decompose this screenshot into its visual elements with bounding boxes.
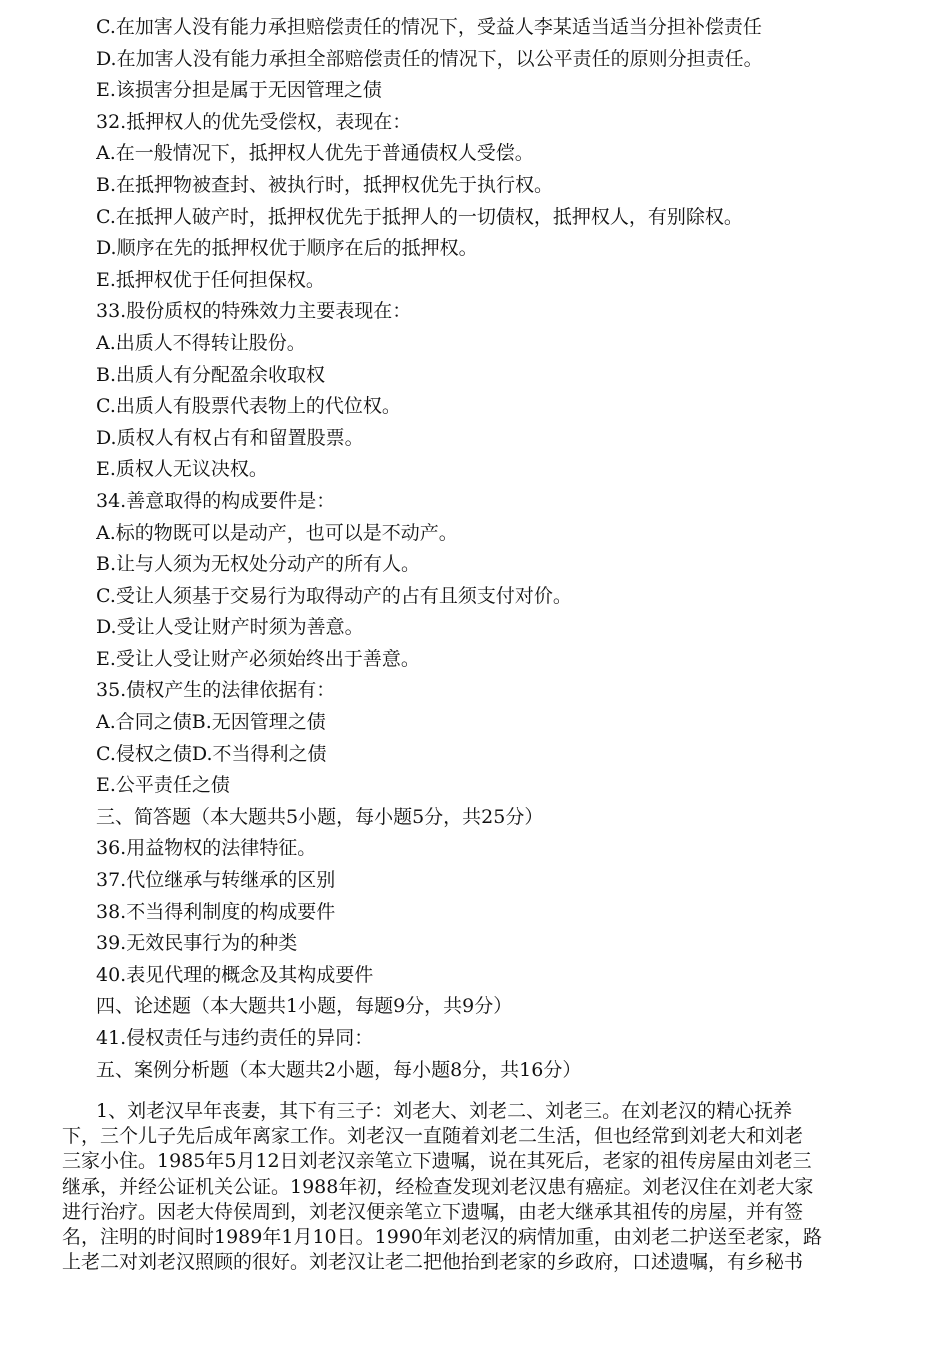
- option-34-d: D.受让人受让财产时须为善意。: [96, 616, 364, 639]
- option-33-b: B.出质人有分配盈余收取权: [96, 363, 326, 386]
- section-heading-essay: 四、论述题（本大题共1小题，每题9分，共9分）: [96, 995, 513, 1018]
- question-list: [96, 12, 896, 1086]
- option-34-c: C.受让人须基于交易行为取得动产的占有且须支付对价。: [96, 584, 572, 607]
- question-33: 33.股份质权的特殊效力主要表现在：: [96, 300, 412, 323]
- question-37: 37.代位继承与转继承的区别: [96, 869, 336, 892]
- question-40: 40.表见代理的概念及其构成要件: [96, 963, 374, 986]
- option-32-d: D.顺序在先的抵押权优于顺序在后的抵押权。: [96, 237, 478, 260]
- option-33-a: A.出质人不得转让股份。: [96, 331, 306, 354]
- case-line: 下，三个儿子先后成年离家工作。刘老汉一直随着刘老二生活，但也经常到刘老大和刘老: [62, 1125, 804, 1148]
- case-paragraph: [62, 1099, 896, 1275]
- option-33-c: C.出质人有股票代表物上的代位权。: [96, 395, 401, 418]
- option-34-e: E.受让人受让财产必须始终出于善意。: [96, 647, 420, 670]
- question-35: 35.债权产生的法律依据有：: [96, 679, 336, 702]
- option-32-b: B.在抵押物被查封、被执行时，抵押权优先于执行权。: [96, 173, 554, 196]
- option-35-ab: A.合同之债B.无因管理之债: [96, 711, 326, 734]
- case-line: 名，注明的时间时1989年1月10日。1990年刘老汉的病情加重，由刘老二护送至老家，路: [62, 1225, 822, 1248]
- option-35-e: E.公平责任之债: [96, 774, 230, 797]
- section-heading-case-analysis: 五、案例分析题（本大题共2小题，每小题8分，共16分）: [96, 1058, 582, 1081]
- case-line: 进行治疗。因老大侍侯周到，刘老汉便亲笔立下遗嘱，由老大继承其祖传的房屋，并有签: [62, 1200, 804, 1223]
- question-41: 41.侵权责任与违约责任的异同：: [96, 1027, 374, 1049]
- option-31-d: D.在加害人没有能力承担全部赔偿责任的情况下，以公平责任的原则分担责任。: [96, 47, 763, 70]
- question-39: 39.无效民事行为的种类: [96, 932, 298, 955]
- question-36: 36.用益物权的法律特征。: [96, 837, 317, 860]
- option-33-e: E.质权人无议决权。: [96, 458, 268, 481]
- option-33-d: D.质权人有权占有和留置股票。: [96, 426, 364, 449]
- section-heading-short-answer: 三、简答题（本大题共5小题，每小题5分，共25分）: [96, 805, 544, 828]
- option-34-b: B.让与人须为无权处分动产的所有人。: [96, 553, 421, 576]
- option-35-cd: C.侵权之债D.不当得利之债: [96, 742, 327, 765]
- case-line: 上老二对刘老汉照顾的很好。刘老汉让老二把他抬到老家的乡政府，口述遗嘱，有乡秘书: [62, 1251, 804, 1274]
- option-31-c: C.在加害人没有能力承担赔偿责任的情况下，受益人李某适当适当分担补偿责任: [96, 16, 762, 38]
- option-32-c: C.在抵押人破产时，抵押权优先于抵押人的一切债权，抵押权人，有别除权。: [96, 205, 743, 228]
- case-line: 继承，并经公证机关公证。1988年初，经检查发现刘老汉患有癌症。刘老汉住在刘老大家: [62, 1175, 814, 1198]
- question-38: 38.不当得利制度的构成要件: [96, 900, 336, 923]
- question-34: 34.善意取得的构成要件是：: [96, 489, 336, 512]
- option-34-a: A.标的物既可以是动产，也可以是不动产。: [96, 521, 458, 544]
- option-32-a: A.在一般情况下，抵押权人优先于普通债权人受偿。: [96, 142, 534, 165]
- option-32-e: E.抵押权优于任何担保权。: [96, 268, 325, 291]
- case-line: 三家小住。1985年5月12日刘老汉亲笔立下遗嘱，说在其死后，老家的祖传房屋由刘老三: [62, 1150, 812, 1173]
- question-32: 32.抵押权人的优先受偿权，表现在：: [96, 110, 412, 133]
- case-line: 1、刘老汉早年丧妻，其下有三子：刘老大、刘老二、刘老三。在刘老汉的精心抚养: [96, 1100, 793, 1122]
- option-31-e: E.该损害分担是属于无因管理之债: [96, 79, 382, 102]
